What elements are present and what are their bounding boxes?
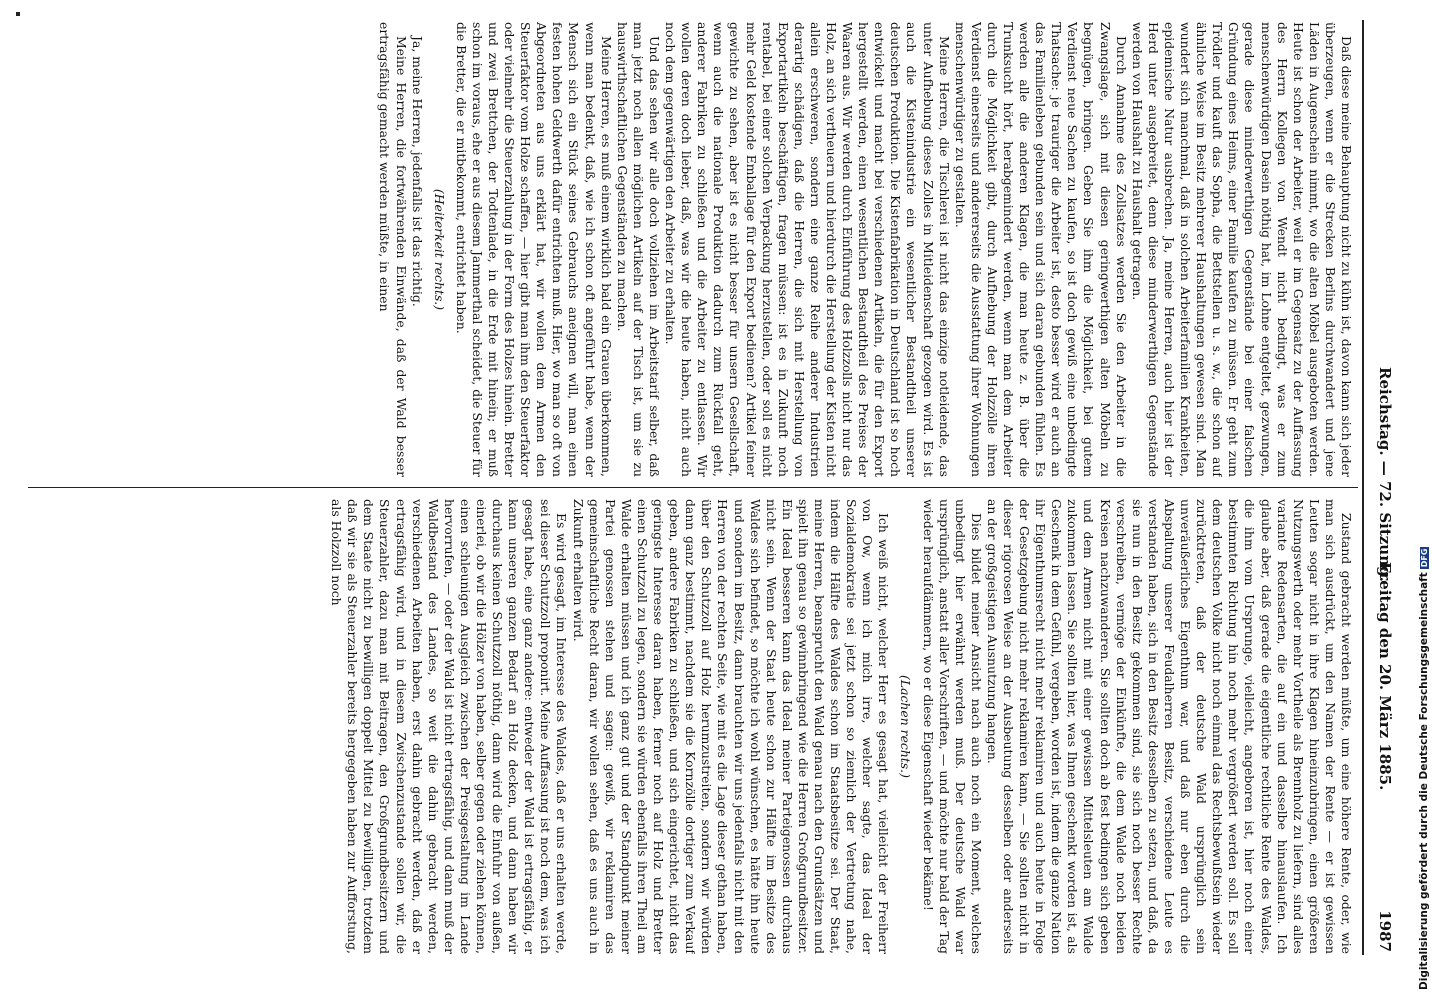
column-divider (28, 487, 1358, 488)
paragraph: Meine Herren, die fortwährenden Einwände, daß der Wald besser ertragsfähig gemacht werden müßte, in einen (377, 22, 409, 477)
page-header (1368, 22, 1394, 952)
paragraph: Daß diese meine Behauptung nicht zu kühn ist, davon kann sich jeder überzeugen, wenn er die Strecken Berlins durchwandert und jene Läden in Augenschein nimmt, wo die alten Möbel ausgeboten werden. Heute ist schon der Arbeiter, weil er im Gegensatz zu der Auffassung des Herrn Kollegen von Wendt nicht bedingt, was er zum menschenwürdigen Dasein nöthig hat, im Lohne entgeltet, gezwungen, gerade diese minderwerthigen Gegenstände bei einer falschen Gründung eines Heims, einer Familie kaufen zu müssen. Er geht zum Trödler und kauft das Sopha, die Bettstellen u. s. w., die schon auf ähnliche Weise im Besitz mehrerer Haushaltungen gewesen sind. Man wundert sich manchmal, daß in solchen Arbeiterfamilien Krankheiten, epidemische Natur ausbrechen. Ja, meine Herren, auch hier ist der Herd unter ausgebreitet, denn diese minderwerthigen Gegenstände werden von Haushalt zu Haushalt getragen. (1129, 22, 1354, 477)
scan-speck (16, 12, 20, 16)
header-left: Reichstag. — 72. Sitzung. (1376, 367, 1394, 582)
paragraph: Ich weiß nicht, welcher Herr es gesagt hat, vielleicht der Freiherr von Ow, wenn ich mich irre, welcher sagte, das Ideal der Sozialdemokratie sei jetzt schon so ziemlich der Vertretung nahe, indem die Hälfte des Waldes schon im Staatsbesitze sei. Der Staat, meine Herren, beansprucht den Wald genau nach den Grundsätzen und spielt ihn genau so gewinnbringend wie die Herren Großgrundbesitzer. Ein Ideal besseren kann das Ideal meiner Parteigenossen durchaus nicht sein. Wenn der Staat heute schon zur Hälfte im Besitze des Waldes sich befindet, so möchte ich wohl wünschen, es hätte ihn heute und sondern im Besitz, dann brauchten wir uns jedenfalls nicht mit den Herren von der rechten Seite, wie mit es die Lage dieser gethan haben, über den Schutzzoll auf Holz herumzustreiten, sondern wir würden dann ganz bestimmt, nachdem sie die Kornzölle dortiger zum Verkauf geben, andere Fabriken zu schließen, und sich eingerichtet, nicht das geringste Interesse daran haben, ferner noch auf Holz und Bretter einen Schutzzoll zu legen, sondern sie würden ebenfalls ihren Theil am Walde erhalten müssen und ich ganz gut und der Standpunkt meiner Partei genossen stehen und sagen: gewiß, wir reklamiren das gemeinschaftliche Recht daran, wir wollen sehen, daß es uns auch in Zukunft erhalten wird. (570, 499, 892, 954)
credit-line-wrapper (1418, 547, 1430, 990)
paragraph: Es wird gesagt, im Interesse des Waldes, daß er uns erhalten werde, sei dieser Schutzzoll proponirt. Meine Auffassung ist noch dem, was ich gesagt habe, eine ganz andere: entweder der Wald ist ertragsfähig, er kann unseren ganzen Bedarf an Holz decken, und dann haben wir durchaus keinen Schutzzoll nöthig, dann wird die Einfuhr von außen, einerlei, ob wir die Hölzer von haben, selber gegen oder ziehen können, einen schleunigen Ausgleich zwischen der Preisgestaltung im Lande hervorrufen, — oder der Wald ist nicht ertragsfähig, und dann muß der Waldbestand des Landes, so weit die dahin gebracht werden, verschiedenen Arbeiten haben, erst dahin gebracht werden, daß er ertragsfähig wird, und in diesem Zwischenzustande sollen wir, die Steuerzahler, dazu man mit Beitragen, den Großgrundbesitzern und dem Staate nicht zu bewilligen doppelt Mittel zu bewilligen, trotzdem daß wir sie als Steuerzahler bereits hergegeben haben zur Aufforstung, als Holzzoll noch (329, 499, 570, 954)
header-rule (1362, 20, 1364, 955)
paragraph: Zustand gebracht werden müßte, um eine höhere Rente, oder, wie man sich ausdrückt, um den Namen der Rente — er ist gewissen Leuten sogar nicht in ihre Klagen hineinzubringen, einen größeren Nutzungswerth oder mehr Vortheile als Brennholz zu liefern, sind alles variante Redensarten, die auf ein und dasselbe hinauslaufen. Ich glaube aber, daß gerade die eigentliche rechtliche Rente des Waldes, die ihm vom Ursprunge, vielleicht, angeboren ist, hier noch einer bestimmten Richtung hin noch mehr vergrößert werden soll. Es soll dem deutschen Volke nicht noch einmal das Rechtsbewußtsein wieder zurücktreten, daß der deutsche Wald ursprünglich sein unveräußerliches Eigenthum war, und daß nur eben durch die Abspaltung unserer Feudalherren Besitz, verschiedene Leute es verstanden haben, sich in den Besitz desselben zu setzen, und daß, da sie nun in den Besitz gekommen sind, sie sich noch besser Rechte verschreiben, vermöge der Einkünfte, die dem Walde noch beiden Kreisen nachzuwanderen. Sie sollten doch ab fest bedingen sich geben und dem Armen nicht mit einer gewissen Mittelsleuten am Walde zukommen lassen. Sie sollten hier, was Ihnen geschenkt worden ist, als Geschenk in dem Gefühl, vergeben, worden ist, indem die ganze Nation ihr Eigenthumsrecht nicht mehr reklamiren und auch heute in Folge der Gesetzgebung nicht mehr reklamiren kann, — Sie sollten nicht in dieser rigorosen Weise an der Ausbeutung desselben oder anderseits an der großgeistigen Ausnutzung hangen. (984, 499, 1354, 954)
paragraph: (Lachen rechts.) (898, 675, 914, 778)
paragraph: Und das sehen wir alle doch vollziehen im Arbeitstarif selber, daß man jetzt noch allen möglichen Artikeln auf der Tisch ist, um sie zu hauswirthschaftlichen Gegenständen zu machen. (614, 22, 662, 477)
header-center: Freitag den 20. März 1885. (1376, 562, 1394, 791)
paragraph: Dies bildet meiner Ansicht nach auch noch ein Moment, welches unbedingt hier erwähnt werden muß. Der deutsche Wald war ursprünglich, anstatt aller Vorschriften, — und möchte nur bald der Tag wieder heraufdämmern, wo er diese Eigenschaft wieder bekäme! (920, 499, 984, 954)
page-number: 1987 (1376, 910, 1394, 952)
dfg-logo: DFG (1419, 548, 1429, 568)
column-right (24, 499, 1354, 954)
paragraph: Meine Herren, es muß einem wirklich bald ein Grauen überkommen, wenn man bedenkt, daß, wie ich schon oft angeführt habe, wenn der Mensch sich ein Stück seines Gebrauchs aneignen will, man einen festen hohen Geldwerth dafür entrichten muß. Hier, wo man so oft von Abgeordneten aus uns erklärt hat, wir wollen dem Armen den Steuerfaktor vom Holze schaffen, — hier gibt man ihm den Steuerfaktor oder vielmehr die Steuerzahlung in der Form des Holzes hinein. Bretter und zwei Brettchen, der Todtenlade, in die Erde mit hinein; er muß schon im voraus, ehe er aus diesem Jammerthal scheidet, die Steuer für die Bretter, die er mitbekommt, entrichtet haben. (453, 22, 614, 477)
column-left (24, 22, 1354, 477)
paragraph: Durch Annahme des Zollsatzes werden Sie den Arbeiter in die Zwangslage, sich mit diesen geringwerthigen alten Möbeln zu begnügen, bringen. Geben Sie ihm die Möglichkeit, bei gutem Verdienst neue Sachen zu kaufen, so ist doch gewiß eine unbedingte Thatsache: je trauriger die Arbeiter ist, desto besser wird er auch an das Familienleben gebunden sein und sich daran gebunden fühlen. Es werden alle die anderen Klagen, die man heute z. B. über die Trunksucht hört, herabgemindert werden, wenn man dem Arbeiter durch die Möglichkeit gibt, durch Aufhebung der Holzzölle ihren Verdienst einerseits und andererseits die Ausstattung ihrer Wohnungen menschenwürdiger zu gestalten. (952, 22, 1129, 477)
paragraph: Meine Herren, die Tischlerei ist nicht das einzige notleidende, das unter Aufhebung dieses Zolles in Mitleidenschaft gezogen wird. Es ist auch die Kistenindustrie ein wesentlicher Bestandtheil unserer deutschen Produktion. Die Kistenfabrikation in Deutschland ist so hoch entwickelt und macht bei verschiedenen Artikeln, die für den Export hergestellt werden, einen wesentlichen Bestandtheil des Preises der Waaren aus. Wir werden durch Einführung des Holzzolls nicht nur das Holz, an sich vertheuern und hierdurch die Herstellung der Kisten nicht allein erschweren, sondern eine ganze Reihe anderer Industrien derartig schädigen, daß die Herren, die sich mit Herstellung von Exportartikeln beschäftigen, fragen müssen: ist es in Zukunft noch rentabel, bei einer solchen Verpackung herzustellen, oder soll es nicht mehr Geld kostende Emballage für den Export bedienen? Artikel feiner gewichte zu sehen, aber ist es nicht besser für unsern Gesellschaft, wenn auch die nationale Produktion dadurch zum Rückfall geht, anderer Fabriken zu schließen und die Arbeiter zu entlassen. Wir wollen deren doch lieber, daß, was wir die heute haben, nicht auch noch dem gegenwärtigen den Arbeiter zu erhalten. (663, 22, 952, 477)
paragraph: Ja, meine Herren, jedenfalls ist das richtig. (409, 36, 425, 307)
credit-text: Digitalisierung gefördert durch die Deutsche Forschungsgemeinschaft (1418, 572, 1430, 990)
paragraph: (Heiterkeit rechts.) (431, 188, 447, 311)
